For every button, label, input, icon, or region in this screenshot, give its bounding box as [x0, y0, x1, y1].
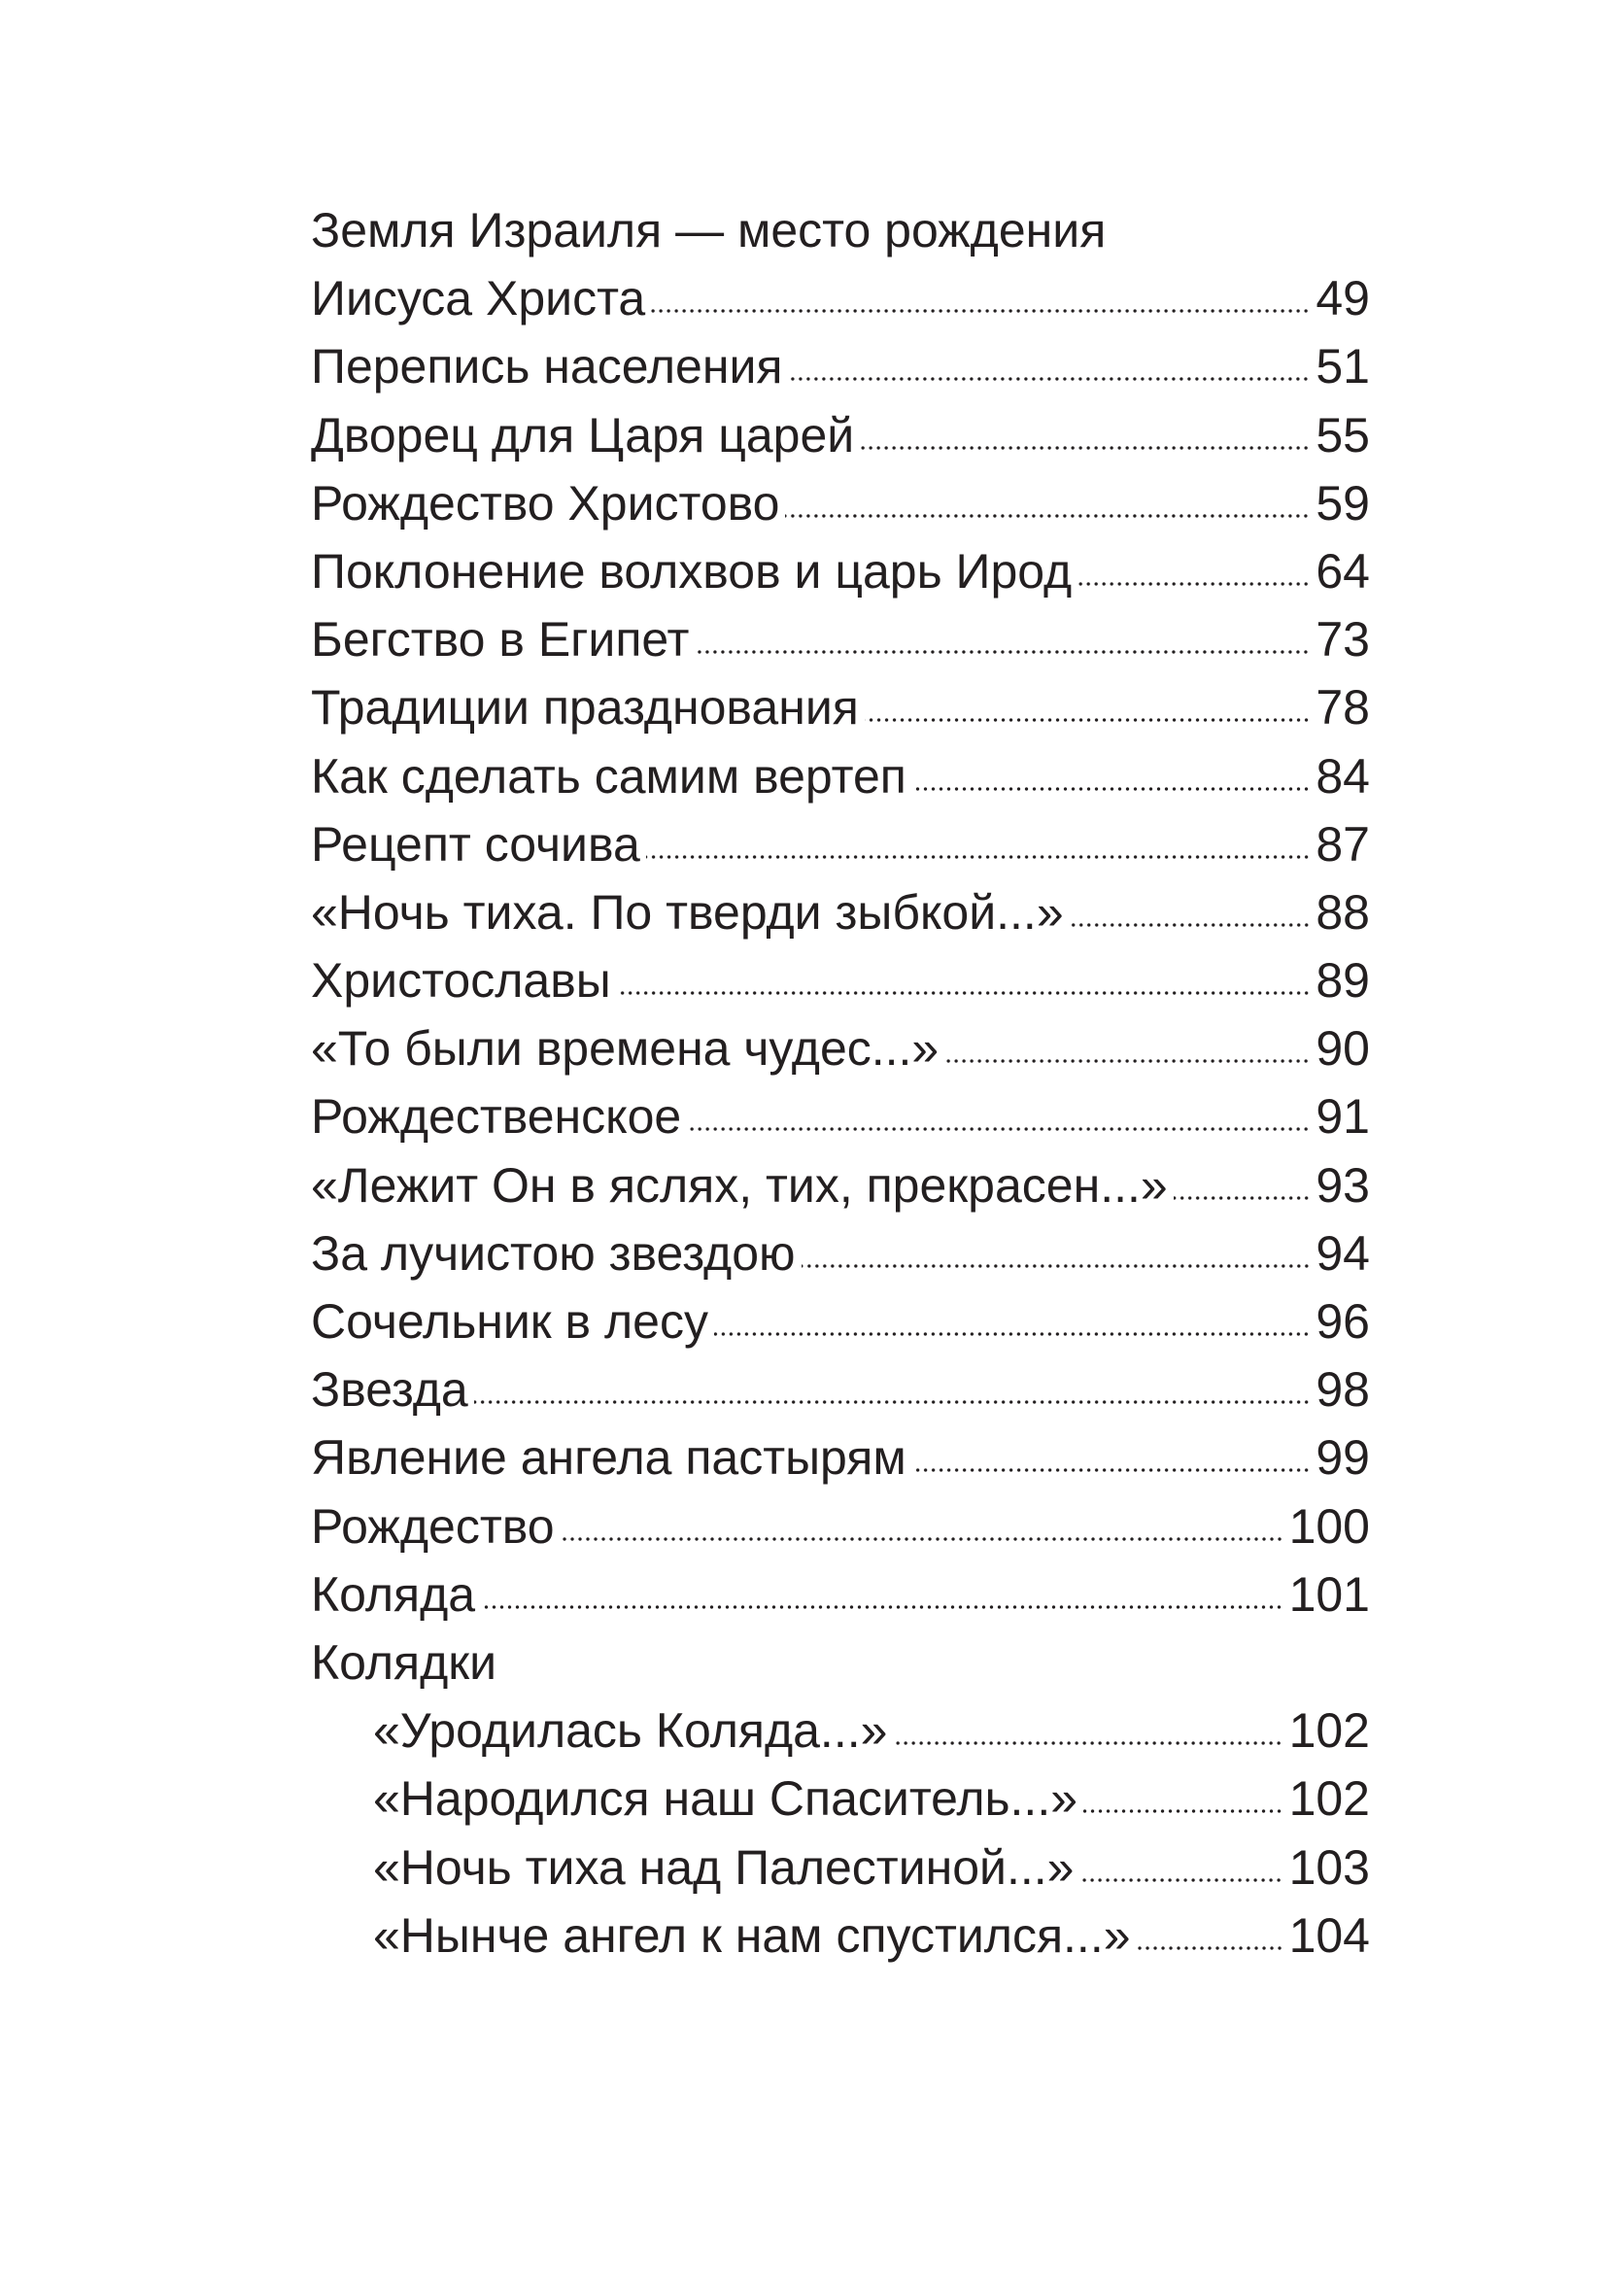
- toc-entry-title: Звезда: [311, 1362, 468, 1418]
- toc-sub-entry: [311, 1902, 1370, 1970]
- toc-entry: [311, 401, 1370, 469]
- toc-entry-title: Рецепт сочива: [311, 816, 640, 872]
- dot-leader: [646, 853, 1311, 861]
- toc-entry: [311, 742, 1370, 810]
- toc-entry: [311, 946, 1370, 1014]
- toc-entry-title: Рождество: [311, 1498, 555, 1554]
- dot-leader: [695, 648, 1310, 656]
- toc-entry-page: 59: [1316, 475, 1370, 531]
- toc-entry-page: 73: [1316, 612, 1370, 668]
- toc-entry-page: 90: [1316, 1021, 1370, 1077]
- toc-entry-title: Коляда: [311, 1566, 476, 1622]
- toc-entry-page: 102: [1288, 1703, 1370, 1759]
- toc-entry: [311, 1082, 1370, 1150]
- toc-entry: [311, 1287, 1370, 1355]
- dot-leader: [944, 1057, 1310, 1065]
- toc-entry: [311, 673, 1370, 741]
- toc-entry: [311, 1492, 1370, 1560]
- dot-leader: [1079, 1876, 1282, 1884]
- toc-entry-title: «Уродилась Коляда...»: [373, 1703, 888, 1759]
- dot-leader: [788, 375, 1310, 383]
- toc-entry: [311, 264, 1370, 332]
- toc-entry-title: Поклонение волхвов и царь Ирод: [311, 543, 1073, 599]
- toc-entry-title: Традиции празднования: [311, 680, 859, 736]
- toc-entry-page: 87: [1316, 816, 1370, 872]
- toc-entry-title: Как сделать самим вертеп: [311, 748, 906, 804]
- toc-entry-title: «Нынче ангел к нам спустился...»: [373, 1907, 1131, 1963]
- toc-entry-page: 84: [1316, 748, 1370, 804]
- dot-leader: [912, 1466, 1311, 1474]
- dot-leader: [1174, 1194, 1311, 1202]
- toc-sub-entry: [311, 1696, 1370, 1765]
- dot-leader: [1077, 580, 1310, 588]
- toc-entry: [311, 1014, 1370, 1082]
- toc-entry: [311, 1151, 1370, 1219]
- toc-entry-title: «Ночь тиха. По тверди зыбкой...»: [311, 884, 1064, 940]
- toc-entry-page: 88: [1316, 884, 1370, 940]
- toc-entry-title: Рождественское: [311, 1089, 682, 1145]
- toc-entry-page: 93: [1316, 1157, 1370, 1213]
- toc-entry-title: Перепись населения: [311, 339, 783, 394]
- toc-entry-page: 78: [1316, 680, 1370, 736]
- toc-entry-page: 101: [1288, 1566, 1370, 1622]
- toc-entry: [311, 537, 1370, 605]
- dot-leader: [865, 716, 1311, 724]
- toc-heading-line: [311, 196, 1370, 264]
- toc-entry-page: 99: [1316, 1430, 1370, 1486]
- toc-entry: [311, 469, 1370, 537]
- dot-leader: [802, 1262, 1311, 1270]
- dot-leader: [481, 1603, 1282, 1611]
- toc-entry-page: 98: [1316, 1362, 1370, 1418]
- toc-entry: [311, 810, 1370, 878]
- toc-entry-title: Рождество Христово: [311, 475, 780, 531]
- toc-entry-title: Иисуса Христа: [311, 271, 646, 326]
- toc-entry-page: 64: [1316, 543, 1370, 599]
- toc-entry: [311, 332, 1370, 400]
- toc-entry-title: Земля Израиля — место рождения: [311, 203, 1107, 257]
- toc-entry-page: 91: [1316, 1089, 1370, 1145]
- table-of-contents: [311, 196, 1370, 1970]
- toc-entry-title: Явление ангела пастырям: [311, 1430, 906, 1486]
- dot-leader: [474, 1398, 1311, 1406]
- toc-entry-page: 103: [1288, 1839, 1370, 1895]
- dot-leader: [651, 307, 1310, 315]
- toc-entry: [311, 1423, 1370, 1491]
- toc-entry-title: «Ночь тиха над Палестиной...»: [373, 1839, 1075, 1895]
- toc-entry-page: 49: [1316, 271, 1370, 326]
- toc-entry-page: 94: [1316, 1225, 1370, 1281]
- dot-leader: [617, 989, 1311, 997]
- toc-entry-title: «То были времена чудес...»: [311, 1021, 940, 1077]
- dot-leader: [860, 444, 1310, 452]
- toc-entry-title: Дворец для Царя царей: [311, 407, 855, 463]
- dot-leader: [893, 1739, 1282, 1747]
- dot-leader: [1070, 921, 1311, 929]
- toc-entry-title: Христославы: [311, 953, 611, 1009]
- toc-entry: [311, 878, 1370, 946]
- toc-entry-title: За лучистою звездою: [311, 1225, 796, 1281]
- toc-section-heading: [311, 1628, 1370, 1696]
- toc-entry-title: «Народился наш Спаситель...»: [373, 1771, 1078, 1827]
- dot-leader: [687, 1125, 1310, 1133]
- toc-entry-page: 104: [1288, 1907, 1370, 1963]
- dot-leader: [1083, 1807, 1283, 1815]
- toc-entry-page: 96: [1316, 1294, 1370, 1349]
- toc-sub-entry: [311, 1833, 1370, 1902]
- dot-leader: [785, 512, 1310, 520]
- toc-entry-title: Бегство в Египет: [311, 612, 690, 668]
- toc-entry-title: Сочельник в лесу: [311, 1294, 708, 1349]
- toc-entry: [311, 1560, 1370, 1628]
- dot-leader: [561, 1535, 1283, 1543]
- dot-leader: [912, 785, 1311, 793]
- toc-entry-title: «Лежит Он в яслях, тих, прекрасен...»: [311, 1157, 1168, 1213]
- dot-leader: [1137, 1944, 1283, 1952]
- toc-entry-page: 100: [1288, 1498, 1370, 1554]
- toc-entry: [311, 605, 1370, 673]
- toc-sub-entry: [311, 1765, 1370, 1833]
- dot-leader: [714, 1330, 1310, 1338]
- toc-entry: [311, 1355, 1370, 1423]
- toc-entry-page: 102: [1288, 1771, 1370, 1827]
- toc-entry-page: 55: [1316, 407, 1370, 463]
- toc-entry: [311, 1219, 1370, 1287]
- toc-entry-page: 89: [1316, 953, 1370, 1009]
- toc-entry-page: 51: [1316, 339, 1370, 394]
- toc-section-title: Колядки: [311, 1634, 497, 1690]
